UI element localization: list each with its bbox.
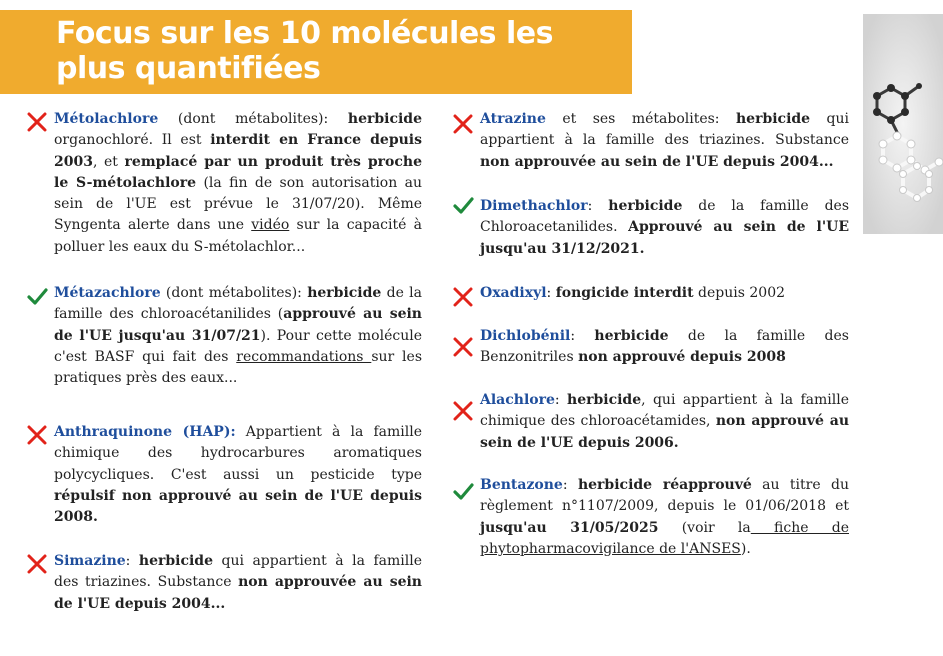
molecule-name: Dichlobénil [480,328,571,344]
molecule-name: Simazine [54,553,126,569]
entry-dimethachlor: Dimethachlor: herbicide de la famille des Chloroacetanilides. Approuvé au sein de l'UE jusqu'au 31/12/2021. [480,196,849,260]
check-icon [26,285,48,307]
molecule-photo [863,14,943,234]
anses-fiche-link[interactable]: fiche de phytopharmacovigilance de l'ANSES [480,519,849,557]
molecule-model-image [863,14,943,234]
molecule-name: Bentazone [480,477,563,493]
cross-icon [452,113,474,135]
entry-simazine: Simazine: herbicide qui appartient à la famille des triazines. Substance non approuvée au sein de l'UE depuis 2004... [54,551,422,615]
cross-icon [452,400,474,422]
molecule-name: Atrazine [480,111,546,127]
entry-oxadixyl: Oxadixyl: fongicide interdit depuis 2002 [480,283,849,304]
cross-icon [452,336,474,358]
molecule-name: Métazachlore [54,285,161,301]
molecule-name: Alachlore [480,392,555,408]
cross-icon [26,424,48,446]
recommandations-link[interactable]: recommandations [236,348,372,365]
entry-bentazone: Bentazone: herbicide réapprouvé au titre du règlement n°1107/2009, depuis le 01/06/2018 et jusqu'au 31/05/2025 (voir la fiche de phytopharmacovigilance de l'ANSES). [480,475,849,560]
cross-icon [452,286,474,308]
cross-icon [26,111,48,133]
video-link[interactable]: vidéo [251,217,290,234]
entry-anthraquinone: Anthraquinone (HAP): Appartient à la famille chimique des hydrocarbures aromatiques polycycliques. C'est aussi un pesticide type répulsif non approuvé au sein de l'UE depuis 2008. [54,422,422,528]
check-icon [452,480,474,502]
molecule-name: Métolachlore [54,111,159,127]
entry-metazachlore: Métazachlore (dont métabolites): herbicide de la famille des chloroacétanilides (approuvé au sein de l'UE jusqu'au 31/07/21). Pour cette molécule c'est BASF qui fait des recommandations sur les pratiques près des eaux... [54,283,422,389]
entry-dichlobenil: Dichlobénil: herbicide de la famille des Benzonitriles non approuvé depuis 2008 [480,326,849,369]
title-banner [0,10,632,94]
entry-alachlore: Alachlore: herbicide, qui appartient à la famille chimique des chloroacétamides, non approuvé au sein de l'UE depuis 2006. [480,390,849,454]
check-icon [452,194,474,216]
entry-atrazine: Atrazine et ses métabolites: herbicide qui appartient à la famille des triazines. Substance non approuvée au sein de l'UE depuis 2004... [480,109,849,173]
molecule-name: Oxadixyl [480,285,547,301]
molecule-name: Anthraquinone (HAP): [54,424,236,440]
molecule-name: Dimethachlor [480,198,588,214]
entry-metolachlore: Métolachlore (dont métabolites): herbicide organochloré. Il est interdit en France depuis 2003, et remplacé par un produit très proche le S-métolachlore (la fin de son autorisation au sein de l'UE est prévue le 31/07/20). Même Syngenta alerte dans une vidéo sur la capacité à polluer les eaux du S-métolachlor... [54,109,422,258]
page-title: Focus sur les 10 molécules les plus quantifiées [56,16,553,86]
cross-icon [26,553,48,575]
